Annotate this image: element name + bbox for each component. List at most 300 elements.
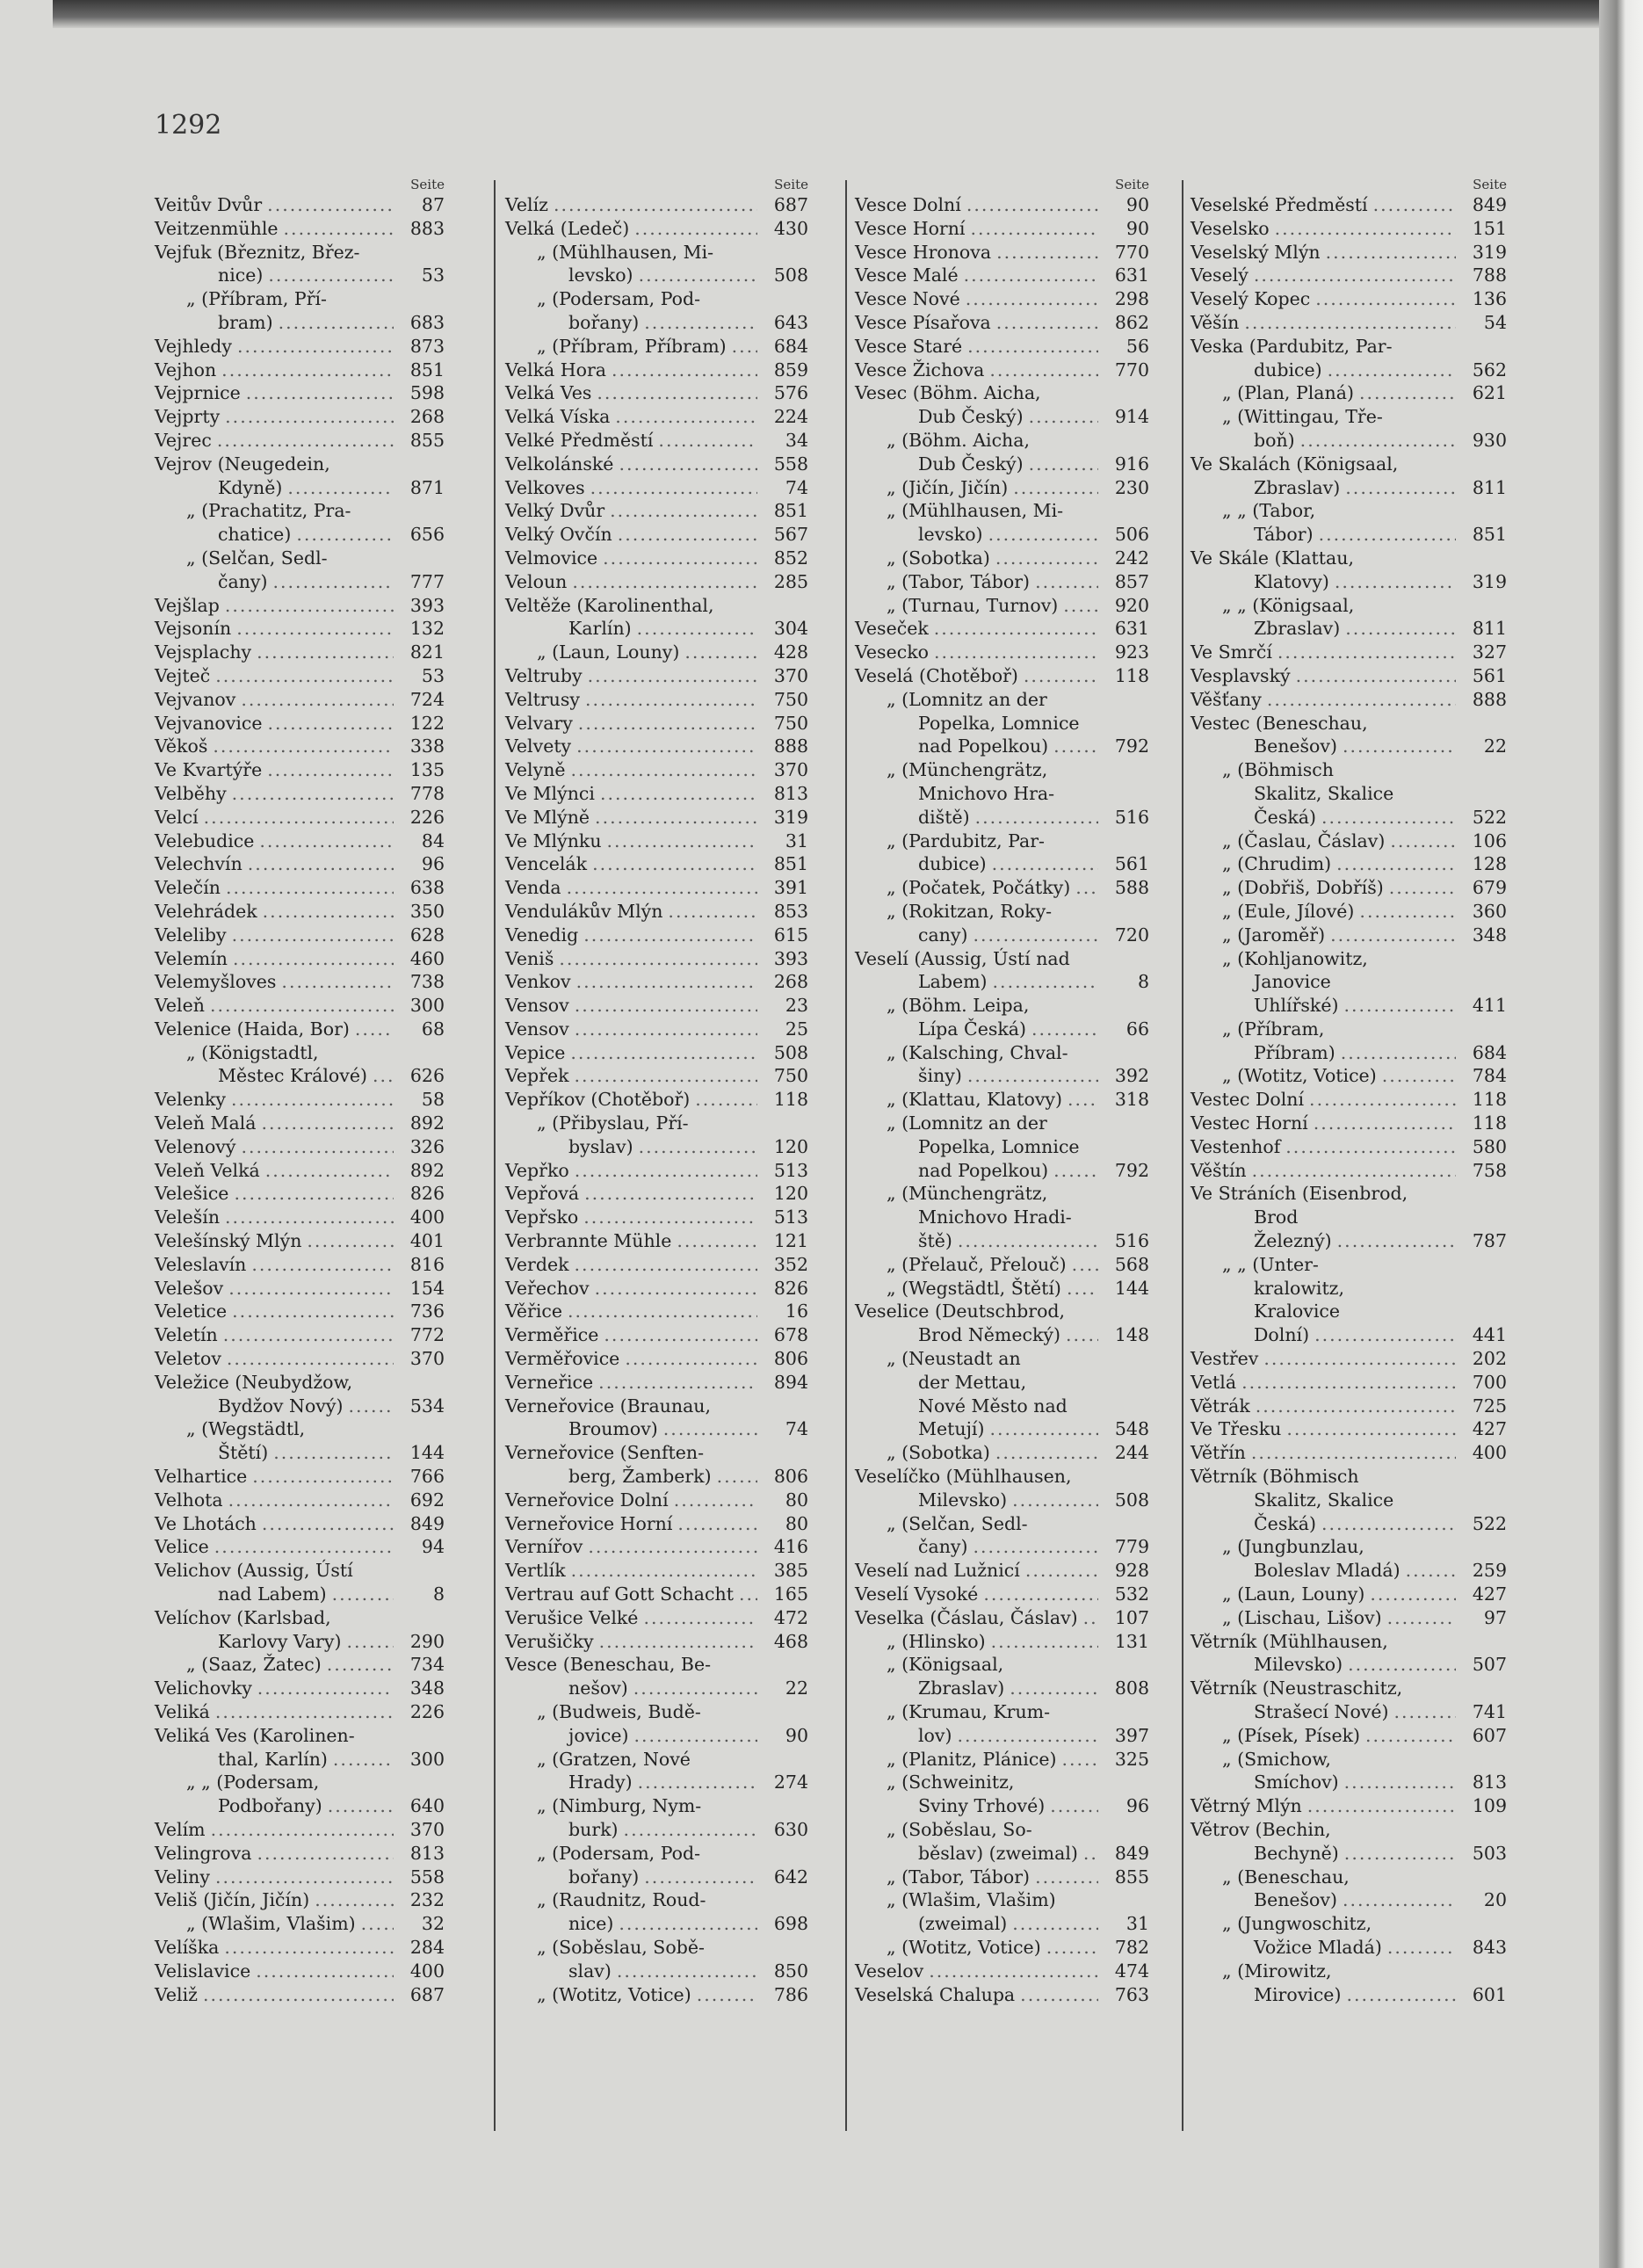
index-entry	[1191, 1677, 1507, 1724]
entry-row	[505, 947, 808, 971]
dot-leader	[1053, 735, 1098, 758]
entry-name: Veselá (Chotěboř)	[855, 664, 1018, 686]
page-ref: 80	[785, 1512, 808, 1534]
entry-row	[155, 1441, 445, 1465]
entry-row	[155, 1912, 445, 1936]
page-ref: 763	[1114, 1983, 1149, 2005]
page-ref: 136	[1472, 288, 1507, 310]
entry-row	[1191, 1441, 1507, 1465]
page-ref: 503	[1472, 1842, 1507, 1864]
index-entry	[155, 1866, 445, 1889]
entry-name: Veselský Mlýn	[1191, 241, 1321, 263]
entry-row	[155, 1229, 445, 1253]
column-divider	[845, 180, 847, 2131]
entry-row	[1191, 1771, 1507, 1794]
entry-name: Vejprty	[155, 406, 221, 428]
index-entry	[505, 1653, 808, 1700]
entry-row	[505, 1866, 808, 1889]
entry-line: Velíchov (Karlsbad,	[155, 1606, 331, 1628]
index-entry	[1191, 900, 1507, 924]
entry-row	[855, 1323, 1149, 1347]
entry-row	[1191, 830, 1507, 853]
dot-leader	[967, 335, 1098, 359]
dot-leader	[1387, 1606, 1456, 1630]
page-ref: 888	[1472, 688, 1507, 710]
page-ref: 285	[773, 570, 808, 592]
dot-leader	[214, 1535, 394, 1559]
page-ref: 284	[409, 1936, 445, 1958]
page-ref: 920	[1114, 594, 1149, 616]
index-entry	[855, 1512, 1149, 1560]
dot-leader	[1050, 1794, 1098, 1818]
page-ref: 20	[1483, 1889, 1507, 1911]
entry-line: Veležice (Neubydžow,	[155, 1371, 353, 1393]
entry-line: Popelka, Lomnice	[918, 712, 1080, 734]
entry-line: Veska (Pardubitz, Par-	[1191, 335, 1393, 357]
entry-line: Ve Skalách (Königsaal,	[1191, 453, 1399, 475]
entry-row	[155, 712, 445, 735]
dot-leader	[617, 1960, 757, 1983]
dot-leader	[595, 806, 757, 830]
dot-leader	[571, 1559, 757, 1583]
dot-leader	[1241, 1371, 1456, 1395]
index-entry	[505, 1229, 808, 1253]
page-ref: 416	[773, 1536, 808, 1558]
index-entry	[1191, 381, 1507, 405]
page-ref: 460	[409, 947, 445, 969]
page-ref: 821	[409, 641, 445, 663]
entry-name: Ve Lhotách	[155, 1512, 257, 1534]
index-entry	[505, 1983, 808, 2007]
page-ref: 56	[1125, 335, 1149, 357]
page-ref: 811	[1472, 476, 1507, 498]
entry-row	[1191, 1323, 1507, 1347]
entry-name: cany)	[918, 924, 968, 946]
entry-row	[155, 1112, 445, 1135]
entry-name: Vensov	[505, 995, 569, 1017]
index-entry	[855, 287, 1149, 311]
dot-leader	[262, 1512, 394, 1536]
page-ref: 352	[773, 1253, 808, 1275]
index-entry	[155, 1936, 445, 1960]
entry-name: Veletín	[155, 1324, 218, 1346]
index-entry	[155, 1960, 445, 1983]
dot-leader	[684, 641, 757, 664]
entry-line: „ (Mühlhausen, Mi-	[887, 500, 1064, 522]
index-entry	[505, 758, 808, 782]
entry-line: „ (Kalsching, Chval-	[887, 1041, 1068, 1063]
page-ref: 23	[785, 995, 808, 1017]
entry-line: Janovice	[1254, 971, 1331, 993]
page-ref: 430	[773, 217, 808, 239]
entry-name: šiny)	[918, 1065, 962, 1087]
entry-row	[155, 1818, 445, 1842]
entry-name: chatice)	[218, 524, 292, 546]
entry-name: bořany)	[568, 1866, 640, 1888]
entry-line: Mnichovo Hra-	[918, 782, 1055, 804]
entry-row	[155, 876, 445, 900]
entry-name: „ (Wegstädtl, Štětí)	[887, 1277, 1061, 1299]
index-entry	[155, 1018, 445, 1041]
index-entry	[1191, 335, 1507, 382]
entry-line: Veltěže (Karolinenthal,	[505, 594, 714, 616]
dot-leader	[619, 453, 757, 476]
entry-row	[1191, 311, 1507, 335]
entry-name: „ (Wlašim, Vlašim)	[186, 1913, 356, 1935]
dot-leader	[619, 1912, 757, 1936]
index-entry	[855, 1112, 1149, 1182]
entry-row	[155, 429, 445, 453]
entry-row	[505, 1724, 808, 1748]
entry-line: Vejrov (Neugedein,	[155, 453, 330, 475]
entry-name: Ve Kvartýře	[155, 759, 263, 781]
index-entry	[505, 782, 808, 806]
entry-name: Milevsko)	[918, 1489, 1008, 1511]
page-ref: 513	[773, 1206, 808, 1228]
dot-leader	[607, 830, 757, 853]
entry-name: „ (Laun, Louny)	[537, 641, 680, 663]
entry-row	[505, 924, 808, 947]
entry-name: Velhartice	[155, 1466, 248, 1488]
page-ref: 300	[409, 1748, 445, 1770]
entry-name: Vesplavský	[1191, 664, 1291, 686]
entry-line: Popelka, Lomnice	[918, 1135, 1080, 1157]
entry-row	[155, 1489, 445, 1512]
entry-line: „ (Mühlhausen, Mi-	[537, 241, 714, 263]
page-ref: 348	[409, 1677, 445, 1699]
entry-name: „ (Hlinsko)	[887, 1630, 986, 1652]
entry-name: Věštín	[1191, 1159, 1247, 1181]
index-entry	[155, 547, 445, 594]
entry-line: „ (Neustadt an	[887, 1348, 1021, 1370]
dot-leader	[993, 970, 1098, 994]
entry-row	[505, 570, 808, 594]
page-ref: 8	[432, 1583, 445, 1605]
index-entry	[855, 217, 1149, 241]
page-ref: 106	[1472, 830, 1507, 851]
dot-leader	[929, 1960, 1098, 1983]
entry-row	[155, 970, 445, 994]
entry-line: Nové Město nad	[918, 1395, 1068, 1417]
dot-leader	[625, 1347, 757, 1371]
entry-line: Veselice (Deutschbrod,	[855, 1301, 1066, 1322]
index-entry	[855, 1182, 1149, 1252]
entry-name: bram)	[218, 311, 273, 333]
dot-leader	[346, 1630, 394, 1654]
entry-line: „ (Selčan, Sedl-	[887, 1512, 1028, 1534]
index-entry	[855, 1748, 1149, 1772]
entry-row	[855, 970, 1149, 994]
page-ref: 871	[409, 476, 445, 498]
entry-line: Vesce (Beneschau, Be-	[505, 1654, 712, 1676]
index-entry	[1191, 1465, 1507, 1535]
dot-leader	[228, 1489, 394, 1512]
entry-name: Veitzenmühle	[155, 217, 279, 239]
dot-leader	[991, 1630, 1098, 1654]
index-entry	[505, 1182, 808, 1206]
index-entry	[155, 947, 445, 971]
entry-line: „ (Münchengrätz,	[887, 759, 1048, 781]
index-entry	[505, 1300, 808, 1323]
entry-line: „ (Příbram, Pří-	[186, 288, 327, 310]
index-entry	[505, 453, 808, 476]
dot-leader	[668, 900, 757, 924]
dot-leader	[588, 1535, 757, 1559]
entry-row	[505, 994, 808, 1018]
page-ref: 700	[1472, 1371, 1507, 1393]
page-ref: 94	[421, 1536, 445, 1558]
dot-leader	[592, 852, 757, 876]
entry-row	[855, 1229, 1149, 1253]
dot-leader	[634, 217, 757, 241]
entry-name: Vertrau auf Gott Schacht	[505, 1583, 734, 1605]
entry-name: Dolní)	[1254, 1324, 1310, 1346]
entry-row	[155, 1064, 445, 1088]
page-ref: 80	[785, 1489, 808, 1511]
entry-name: Karlín)	[568, 618, 632, 640]
entry-row	[505, 1489, 808, 1512]
entry-line: „ „ (Unter-	[1222, 1253, 1319, 1275]
entry-name: (zweimal)	[918, 1913, 1008, 1935]
entry-name: Velehrádek	[155, 900, 257, 922]
entry-line: „ „ (Tabor,	[1222, 500, 1316, 522]
index-entry	[155, 876, 445, 900]
dot-leader	[1345, 476, 1456, 500]
page-ref: 576	[773, 382, 808, 404]
entry-row	[855, 1936, 1149, 1960]
entry-name: Velkolánské	[505, 453, 614, 475]
entry-row	[155, 193, 445, 217]
index-entry	[155, 1771, 445, 1818]
dot-leader	[638, 1771, 757, 1794]
dot-leader	[287, 476, 394, 500]
page-ref: 750	[773, 712, 808, 734]
entry-row	[855, 1088, 1149, 1112]
dot-leader	[1359, 381, 1456, 405]
index-entry	[855, 264, 1149, 287]
page-ref: 397	[1114, 1724, 1149, 1746]
entry-row	[1191, 994, 1507, 1018]
entry-row	[155, 852, 445, 876]
entry-name: Vepřsko	[505, 1206, 579, 1228]
index-entry	[855, 1088, 1149, 1112]
entry-line: „ (Selčan, Sedl-	[186, 547, 328, 569]
entry-row	[1191, 664, 1507, 688]
page-ref: 857	[1114, 570, 1149, 592]
page-ref: 128	[1472, 853, 1507, 875]
entry-name: „ (Eule, Jílové)	[1222, 900, 1355, 922]
dot-leader	[590, 476, 757, 500]
entry-name: berg, Žamberk)	[568, 1466, 712, 1488]
entry-row	[155, 311, 445, 335]
entry-row	[505, 1606, 808, 1630]
entry-name: Vožice Mladá)	[1254, 1936, 1382, 1958]
entry-row	[855, 924, 1149, 947]
entry-name: Verneřice	[505, 1371, 594, 1393]
index-entry	[155, 1512, 445, 1536]
entry-row	[855, 287, 1149, 311]
index-entry	[155, 1253, 445, 1277]
entry-name: Klatovy)	[1254, 570, 1329, 592]
entry-row	[505, 311, 808, 335]
entry-name: Veselské Předměstí	[1191, 194, 1368, 215]
entry-line: „ (Příbram,	[1222, 1018, 1325, 1040]
page-ref: 862	[1114, 311, 1149, 333]
entry-row	[1191, 570, 1507, 594]
page-ref: 393	[773, 947, 808, 969]
index-entry	[1191, 1159, 1507, 1183]
dot-leader	[246, 381, 394, 405]
index-entry	[855, 1041, 1149, 1089]
entry-row	[505, 900, 808, 924]
entry-name: Ve Třesku	[1191, 1418, 1282, 1440]
index-entry	[505, 1794, 808, 1842]
entry-name: Verneřovice Dolní	[505, 1489, 669, 1511]
index-entry	[505, 970, 808, 994]
entry-row	[505, 1559, 808, 1583]
page-ref: 391	[773, 877, 808, 899]
entry-name: Veselý Kopec	[1191, 288, 1311, 310]
entry-name: Vejhon	[155, 359, 217, 380]
dot-leader	[1012, 1912, 1098, 1936]
entry-name: lov)	[918, 1724, 952, 1746]
entry-row	[155, 1512, 445, 1536]
dot-leader	[268, 712, 394, 735]
entry-name: „ (Písek, Písek)	[1222, 1724, 1361, 1746]
index-entry	[855, 335, 1149, 359]
index-entry	[855, 1465, 1149, 1512]
dot-leader	[259, 830, 394, 853]
entry-name: Velběhy	[155, 782, 227, 804]
index-entry	[1191, 1088, 1507, 1112]
page-ref: 615	[773, 924, 808, 946]
entry-row	[1191, 1724, 1507, 1748]
dot-leader	[268, 264, 394, 287]
entry-row	[505, 1018, 808, 1041]
page-ref: 22	[785, 1677, 808, 1699]
index-entry	[1191, 1347, 1507, 1371]
index-entry	[155, 1112, 445, 1135]
dot-leader	[639, 1135, 757, 1159]
page-ref: 348	[1472, 924, 1507, 946]
entry-line: „ „ (Königsaal,	[1222, 594, 1355, 616]
dot-leader	[279, 311, 394, 335]
entry-name: Bydžov Nový)	[218, 1395, 344, 1417]
page-ref: 558	[773, 453, 808, 475]
index-entry	[1191, 1630, 1507, 1677]
dot-leader	[1053, 1159, 1098, 1183]
index-entry	[155, 499, 445, 547]
index-entry	[155, 1347, 445, 1371]
page-ref: 385	[773, 1560, 808, 1582]
dot-leader	[996, 311, 1098, 335]
index-entry	[505, 1559, 808, 1583]
dot-leader	[967, 1064, 1098, 1088]
page-ref: 779	[1114, 1536, 1149, 1558]
entry-row	[155, 1347, 445, 1371]
page-ref: 720	[1114, 924, 1149, 946]
index-entry	[505, 547, 808, 570]
entry-row	[855, 1583, 1149, 1606]
index-entry	[155, 1417, 445, 1465]
entry-row	[855, 335, 1149, 359]
dot-leader	[261, 1112, 394, 1135]
page-ref: 122	[409, 712, 445, 734]
page-ref: 621	[1472, 382, 1507, 404]
index-entry	[155, 429, 445, 453]
entry-name: Velichovky	[155, 1677, 252, 1699]
entry-name: Velešice	[155, 1183, 229, 1205]
page-ref: 96	[421, 853, 445, 875]
page-ref: 679	[1472, 877, 1507, 899]
page-ref: 628	[409, 924, 445, 946]
dot-leader	[236, 617, 394, 641]
entry-row	[1191, 924, 1507, 947]
page-ref: 392	[1114, 1065, 1149, 1087]
index-entry	[505, 1323, 808, 1347]
index-entry	[1191, 852, 1507, 876]
index-entry	[155, 217, 445, 241]
entry-line: Veliká Ves (Karolinen-	[155, 1724, 355, 1746]
dot-leader	[643, 1606, 757, 1630]
entry-name: Velíz	[505, 194, 548, 215]
entry-row	[855, 1417, 1149, 1441]
index-entry	[155, 1159, 445, 1183]
entry-name: Vesce Staré	[855, 335, 963, 357]
entry-row	[505, 1417, 808, 1441]
entry-row	[505, 1323, 808, 1347]
entry-name: Velebudice	[155, 830, 255, 851]
index-entry	[505, 1041, 808, 1065]
dot-leader	[1251, 1441, 1456, 1465]
index-entry	[155, 924, 445, 947]
page-ref: 90	[1125, 194, 1149, 215]
dot-leader	[568, 1300, 757, 1323]
page-ref: 25	[785, 1018, 808, 1040]
dot-leader	[1337, 1229, 1456, 1253]
entry-row	[1191, 1395, 1507, 1418]
entry-row	[505, 970, 808, 994]
entry-row	[505, 1512, 808, 1536]
dot-leader	[618, 523, 757, 547]
page-ref: 300	[409, 995, 445, 1017]
index-entry	[855, 1277, 1149, 1301]
entry-name: Zbraslav)	[918, 1677, 1005, 1699]
index-entry	[155, 1489, 445, 1512]
entry-row	[1191, 287, 1507, 311]
page-ref: 411	[1472, 995, 1507, 1017]
index-entry	[155, 970, 445, 994]
entry-row	[1191, 1653, 1507, 1677]
index-entry	[155, 1842, 445, 1866]
page-ref: 766	[409, 1466, 445, 1488]
index-entry	[155, 193, 445, 217]
entry-name: levsko)	[568, 264, 633, 286]
entry-name: Vesce Nové	[855, 288, 960, 310]
page-ref: 816	[409, 1253, 445, 1275]
index-entry	[855, 617, 1149, 641]
entry-line: „ (Nimburg, Nym-	[537, 1795, 702, 1817]
page-ref: 813	[409, 1842, 445, 1864]
index-entry	[1191, 1866, 1507, 1913]
dot-leader	[604, 1323, 757, 1347]
entry-row	[505, 1182, 808, 1206]
scan-top-edge	[53, 0, 1599, 28]
entry-name: Vesce Horní	[855, 217, 966, 239]
entry-row	[855, 359, 1149, 382]
entry-name: Železný)	[1254, 1230, 1332, 1252]
entry-row	[1191, 1159, 1507, 1183]
